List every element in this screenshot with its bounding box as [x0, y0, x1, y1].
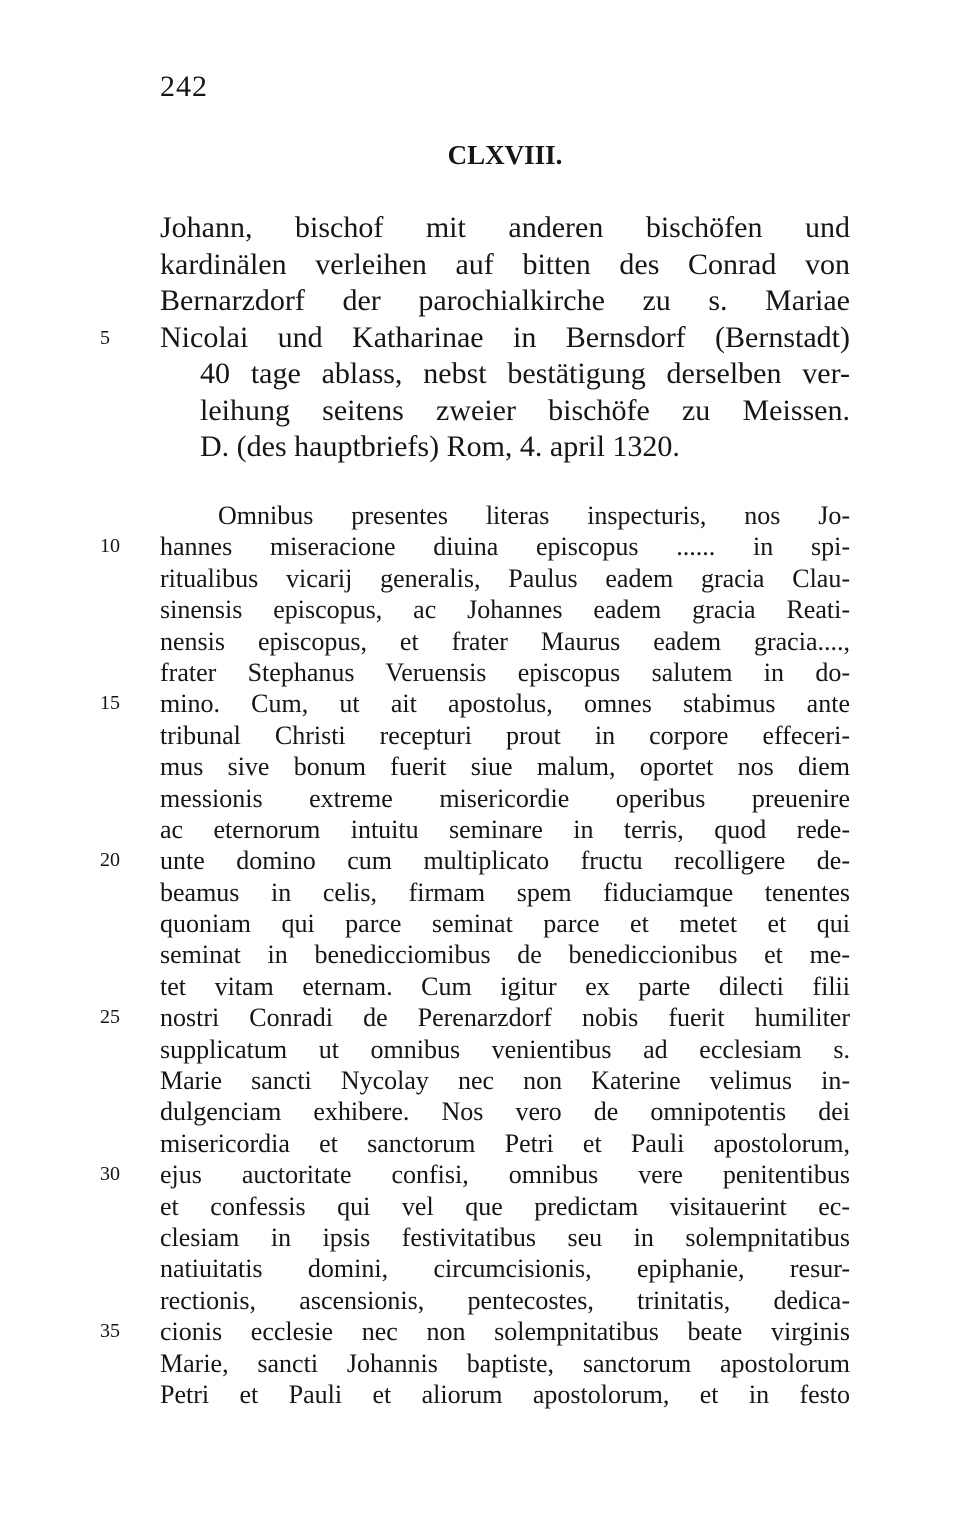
line-text: Petri et Pauli et aliorum apostolorum, et in festo [160, 1379, 850, 1409]
charter-line [160, 1379, 850, 1410]
line-number: 5 [100, 326, 110, 349]
line-text: cionis ecclesie nec non solempnitatibus beate virginis [160, 1317, 850, 1347]
charter-line [160, 877, 850, 908]
line-text: clesiam in ipsis festivitatibus seu in solempnitatibus [160, 1222, 850, 1252]
charter-line [160, 1191, 850, 1222]
line-number: 20 [100, 849, 120, 872]
line-number: 25 [100, 1006, 120, 1029]
line-number: 15 [100, 692, 120, 715]
charter-line [160, 657, 850, 688]
document-heading: CLXVIII. [447, 140, 563, 170]
charter-line [160, 1285, 850, 1316]
line-text: Marie, sancti Johannis baptiste, sanctorum apostolorum [160, 1348, 850, 1378]
regest-line [160, 429, 850, 466]
line-text: dulgenciam exhibere. Nos vero de omnipotentis dei [160, 1097, 850, 1127]
charter-line [100, 1316, 850, 1347]
charter-line [160, 1034, 850, 1065]
line-text: natiuitatis domini, circumcisionis, epiphanie, resur- [160, 1254, 850, 1284]
page-number: 242 [160, 70, 208, 103]
regest-line [100, 320, 850, 357]
line-number: 10 [100, 535, 120, 558]
charter-line [100, 688, 850, 719]
line-text: kardinälen verleihen auf bitten des Conrad von [160, 247, 850, 281]
line-text: hannes miseracione diuina episcopus ...... in spi- [160, 532, 850, 562]
charter-line [100, 531, 850, 562]
charter-line [160, 720, 850, 751]
line-text: et confessis qui vel que predictam visitauerint ec- [160, 1191, 850, 1221]
line-text: D. (des hauptbriefs) Rom, 4. april 1320. [200, 430, 680, 463]
line-text: misericordia et sanctorum Petri et Pauli apostolorum, [160, 1128, 850, 1158]
regest-summary [100, 210, 850, 466]
charter-line [160, 1096, 850, 1127]
charter-line [160, 1348, 850, 1379]
line-text: ac eternorum intuitu seminare in terris, quod rede- [160, 814, 850, 844]
charter-line [160, 563, 850, 594]
line-text: mino. Cum, ut ait apostolus, omnes stabimus ante [160, 689, 850, 719]
charter-line [160, 1128, 850, 1159]
charter-line [100, 1159, 850, 1190]
line-text: Omnibus presentes literas inspecturis, nos Jo- [218, 501, 850, 530]
line-text: Nicolai und Katharinae in Bernsdorf (Bernstadt) [160, 320, 850, 354]
charter-line [100, 1002, 850, 1033]
line-text: frater Stephanus Veruensis episcopus salutem in do- [160, 657, 850, 687]
line-text: nostri Conradi de Perenarzdorf nobis fuerit humiliter [160, 1003, 850, 1033]
line-number: 35 [100, 1320, 120, 1343]
line-text: beamus in celis, firmam spem fiduciamque tenentes [160, 877, 850, 907]
charter-line [160, 500, 850, 531]
charter-line [160, 814, 850, 845]
line-number: 30 [100, 1163, 120, 1186]
charter-line [160, 908, 850, 939]
charter-text [100, 500, 850, 1410]
line-text: ejus auctoritate confisi, omnibus vere penitentibus [160, 1160, 850, 1190]
line-text: tribunal Christi recepturi prout in corpore effeceri- [160, 720, 850, 750]
line-text: sinensis episcopus, ac Johannes eadem gracia Reati- [160, 595, 850, 625]
line-text: mus sive bonum fuerit siue malum, oportet nos diem [160, 752, 850, 782]
regest-line [160, 393, 850, 430]
line-text: unte domino cum multiplicato fructu recolligere de- [160, 846, 850, 876]
line-text: supplicatum ut omnibus venientibus ad ecclesiam s. [160, 1034, 850, 1064]
line-text: 40 tage ablass, nebst bestätigung derselben ver- [200, 357, 850, 390]
charter-line [160, 971, 850, 1002]
line-text: Bernarzdorf der parochialkirche zu s. Mariae [160, 284, 850, 317]
line-text: ritualibus vicarij generalis, Paulus eadem gracia Clau- [160, 563, 850, 593]
regest-line [160, 356, 850, 393]
line-text: seminat in benedicciomibus de benediccionibus et me- [160, 940, 850, 970]
line-text: rectionis, ascensionis, pentecostes, trinitatis, dedica- [160, 1285, 850, 1315]
line-text: nensis episcopus, et frater Maurus eadem gracia...., [160, 626, 850, 656]
regest-line [160, 283, 850, 320]
regest-line [160, 247, 850, 284]
line-text: leihung seitens zweier bischöfe zu Meissen. [200, 393, 850, 427]
charter-line [160, 1222, 850, 1253]
charter-line [160, 1253, 850, 1284]
charter-line [160, 594, 850, 625]
charter-line [160, 783, 850, 814]
charter-line [160, 626, 850, 657]
charter-line [160, 1065, 850, 1096]
regest-line [160, 210, 850, 247]
charter-line [160, 939, 850, 970]
charter-line [160, 751, 850, 782]
charter-line [100, 845, 850, 876]
line-text: Johann, bischof mit anderen bischöfen und [160, 211, 850, 244]
line-text: quoniam qui parce seminat parce et metet et qui [160, 909, 850, 939]
line-text: Marie sancti Nycolay nec non Katerine velimus in- [160, 1066, 850, 1096]
line-text: messionis extreme misericordie operibus preuenire [160, 783, 850, 813]
line-text: tet vitam eternam. Cum igitur ex parte dilecti filii [160, 971, 850, 1001]
